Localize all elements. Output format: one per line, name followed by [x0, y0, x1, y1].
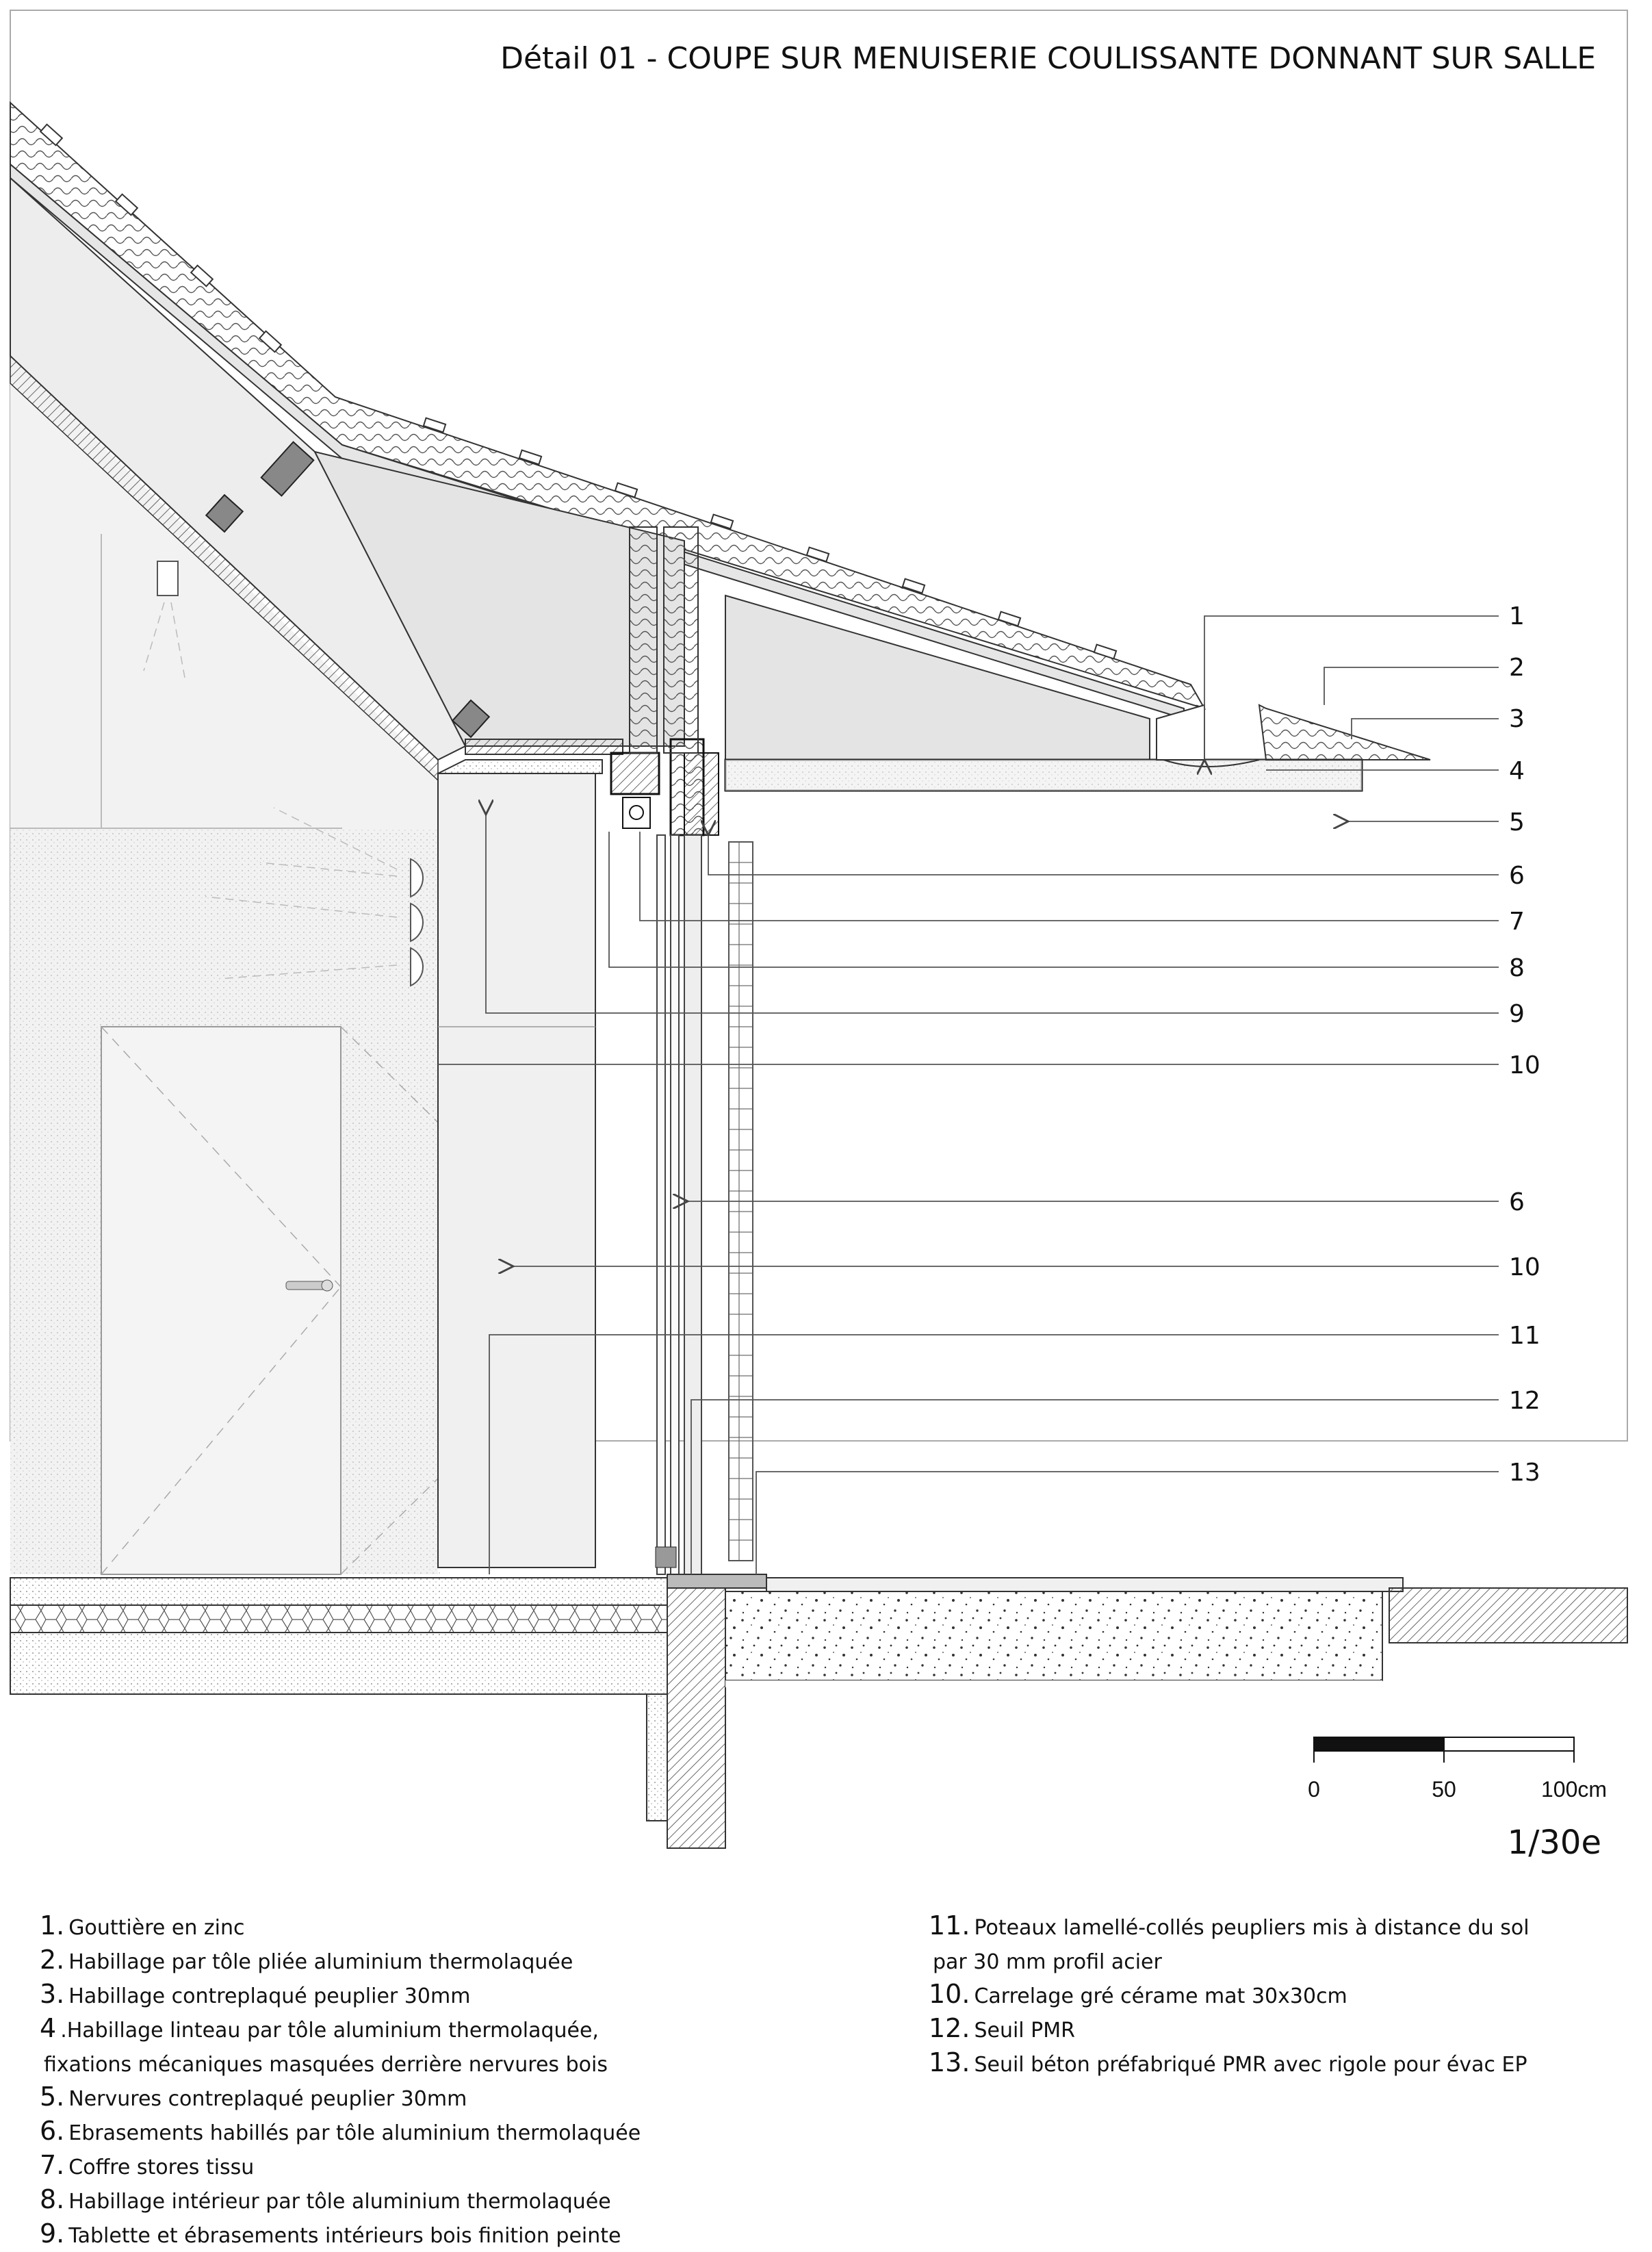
scale-tick-0: 0 — [1308, 1777, 1320, 1802]
legend-item: 11. Poteaux lamellé-collés peupliers mis à distance du sol — [929, 1910, 1530, 1941]
legend-item: 7. Coffre stores tissu — [40, 2150, 255, 2180]
legend-item: 6. Ebrasements habillés par tôle aluminium thermolaquée — [40, 2116, 641, 2146]
ref-label: 7 — [1509, 908, 1525, 936]
reference-labels — [1509, 602, 1540, 1487]
ref-label: 10 — [1509, 1051, 1540, 1079]
floor-slab — [10, 1574, 1627, 1848]
legend-item: 10. Carrelage gré cérame mat 30x30cm — [929, 1979, 1347, 2009]
interior-jamb — [438, 773, 595, 1568]
scale-bar — [1308, 1737, 1607, 1862]
ref-label: 9 — [1509, 1000, 1525, 1028]
legend-item: 4 .Habillage linteau par tôle aluminium thermolaquée, — [40, 2013, 599, 2043]
ref-label: 3 — [1509, 705, 1525, 733]
ref-label: 12 — [1509, 1387, 1540, 1415]
legend-item: par 30 mm profil acier — [933, 1950, 1162, 1974]
legend-item: 12. Seuil PMR — [929, 2013, 1075, 2043]
ref-label: 10 — [1509, 1253, 1540, 1281]
legend-right — [929, 1910, 1640, 2081]
ref-label: 2 — [1509, 654, 1525, 682]
legend-item: 5. Nervures contreplaqué peuplier 30mm — [40, 2082, 467, 2112]
ref-label: 1 — [1509, 602, 1525, 630]
scale-tick-100: 100cm — [1540, 1777, 1608, 1802]
legend-item: 9. Tablette et ébrasements intérieurs bois finition peinte — [40, 2218, 621, 2249]
sliding-window — [656, 835, 701, 1574]
scale-tick-50: 50 — [1432, 1777, 1456, 1802]
ref-label: 6 — [1509, 1188, 1525, 1216]
legend-item: 8. Habillage intérieur par tôle aluminium thermolaquée — [40, 2184, 611, 2214]
legend-item: 3. Habillage contreplaqué peuplier 30mm — [40, 1979, 471, 2009]
ref-label: 4 — [1509, 757, 1525, 785]
legend-item: 13. Seuil béton préfabriqué PMR avec rigole pour évac EP — [929, 2047, 1527, 2077]
drawing-title: Détail 01 - COUPE SUR MENUISERIE COULISSANTE DONNANT SUR SALLE — [500, 41, 1596, 76]
legend-left — [40, 1910, 834, 2252]
ref-label: 5 — [1509, 808, 1525, 836]
ref-label: 6 — [1509, 862, 1525, 890]
legend-item: 2. Habillage par tôle pliée aluminium thermolaquée — [40, 1945, 573, 1975]
ref-label: 8 — [1509, 954, 1525, 982]
ref-label: 13 — [1509, 1459, 1540, 1487]
legend-item: fixations mécaniques masquées derrière nervures bois — [44, 2053, 608, 2077]
legend-item: 1. Gouttière en zinc — [40, 1910, 245, 1941]
ref-label: 11 — [1509, 1322, 1540, 1350]
scale-ratio: 1/30e — [1507, 1824, 1601, 1862]
